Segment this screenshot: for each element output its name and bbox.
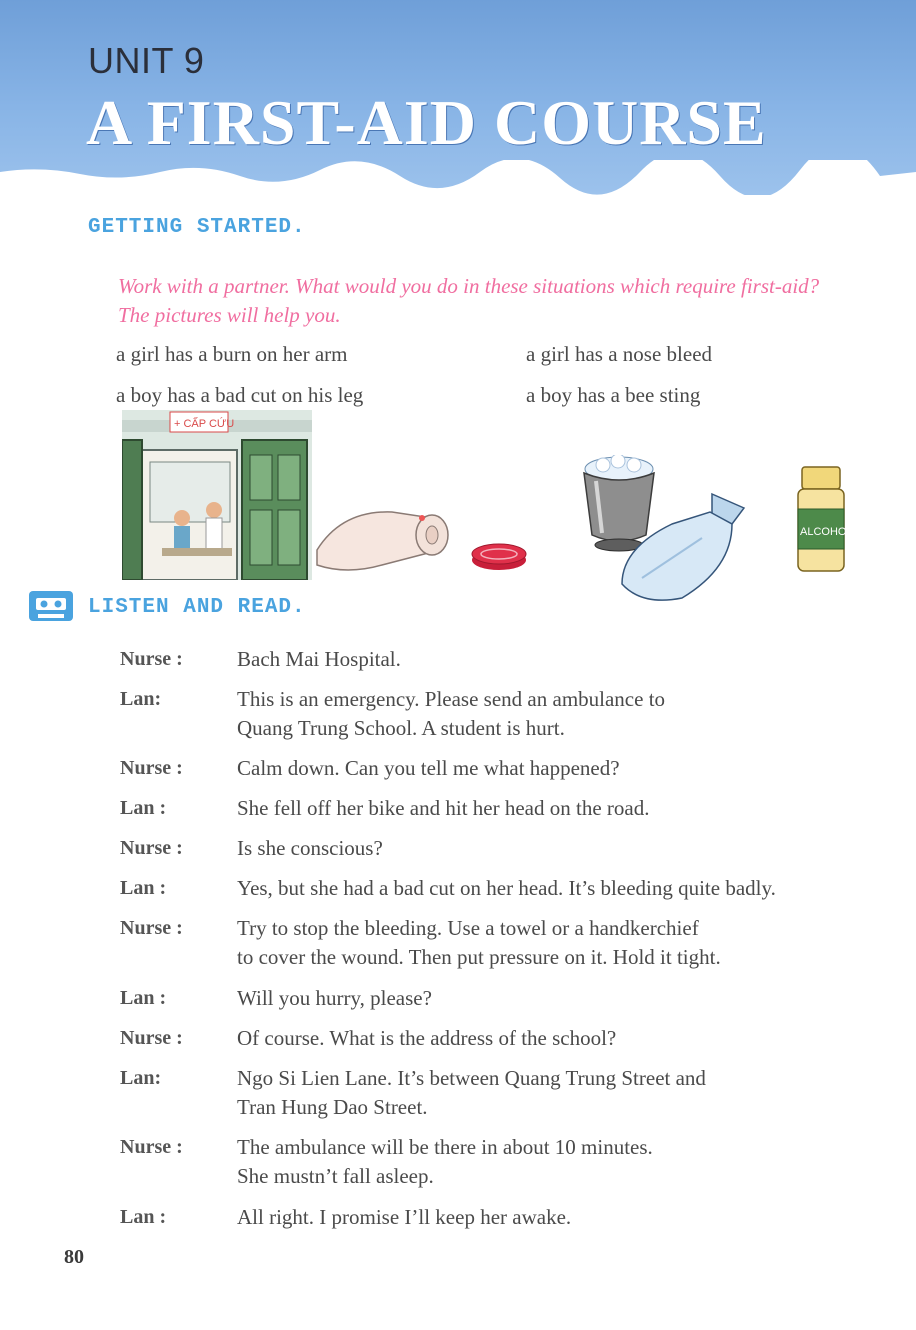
situation-cut-leg: a boy has a bad cut on his leg [116, 383, 364, 407]
speaker-label: Lan: [120, 1067, 162, 1089]
dialogue-line: Quang Trung School. A student is hurt. [237, 716, 565, 740]
unit-banner [0, 0, 916, 195]
speaker-label: Lan : [120, 797, 167, 819]
speaker-label: Lan: [120, 688, 162, 710]
speaker-label: Nurse : [120, 1027, 183, 1049]
speaker-label: Nurse : [120, 1136, 183, 1158]
situation-bee-sting: a boy has a bee sting [526, 383, 701, 407]
getting-started-instruction: Work with a partner. What would you do in these situations which require first-aid? The pictures will help you. [118, 274, 820, 327]
ointment-tin-icon [470, 540, 528, 576]
dialogue-line: Tran Hung Dao Street. [237, 1095, 428, 1119]
speaker-label: Lan : [120, 877, 167, 899]
dialogue-line: All right. I promise I’ll keep her awake. [237, 1205, 572, 1229]
clinic-illustration [122, 410, 312, 584]
speaker-label: Nurse : [120, 648, 183, 670]
banner-torn-edge [0, 160, 916, 200]
dialogue-line: This is an emergency. Please send an ambulance to [237, 687, 666, 711]
dialogue-line: Of course. What is the address of the school? [237, 1026, 617, 1050]
dialogue-line: to cover the wound. Then put pressure on it. Hold it tight. [237, 945, 721, 969]
dialogue-line: Try to stop the bleeding. Use a towel or a handkerchief [237, 916, 699, 940]
dialogue-line: Will you hurry, please? [237, 986, 432, 1010]
speaker-label: Nurse : [120, 837, 183, 859]
listen-and-read-heading: LISTEN AND READ. [88, 596, 306, 619]
unit-title: A FIRST-AID COURSE [86, 87, 767, 158]
dialogue-line: The ambulance will be there in about 10 minutes. [237, 1135, 653, 1159]
speaker-label: Lan : [120, 1206, 167, 1228]
unit-label: UNIT 9 [88, 40, 205, 81]
clinic-sign-text: + CẤP CỨU [174, 418, 235, 430]
alcohol-bottle-icon [792, 465, 850, 579]
dialogue-line: Yes, but she had a bad cut on her head. It’s bleeding quite badly. [237, 876, 776, 900]
page-number: 80 [64, 1246, 84, 1268]
speaker-label: Nurse : [120, 917, 183, 939]
bandage-roll-icon [312, 490, 452, 584]
alcohol-label-text: ALCOHOL [800, 526, 850, 538]
speaker-label: Nurse : [120, 757, 183, 779]
dialogue-line: She fell off her bike and hit her head on the road. [237, 796, 650, 820]
getting-started-heading: GETTING STARTED. [88, 216, 306, 239]
dialogue-line: Bach Mai Hospital. [237, 647, 401, 671]
situation-burn: a girl has a burn on her arm [116, 342, 348, 366]
cassette-icon [28, 590, 74, 626]
situation-nose-bleed: a girl has a nose bleed [526, 342, 713, 366]
ice-pack-icon [612, 488, 757, 612]
dialogue-line: She mustn’t fall asleep. [237, 1164, 434, 1188]
dialogue-line: Calm down. Can you tell me what happened? [237, 756, 620, 780]
dialogue-line: Ngo Si Lien Lane. It’s between Quang Trung Street and [237, 1066, 706, 1090]
dialogue-line: Is she conscious? [237, 836, 383, 860]
speaker-label: Lan : [120, 987, 167, 1009]
